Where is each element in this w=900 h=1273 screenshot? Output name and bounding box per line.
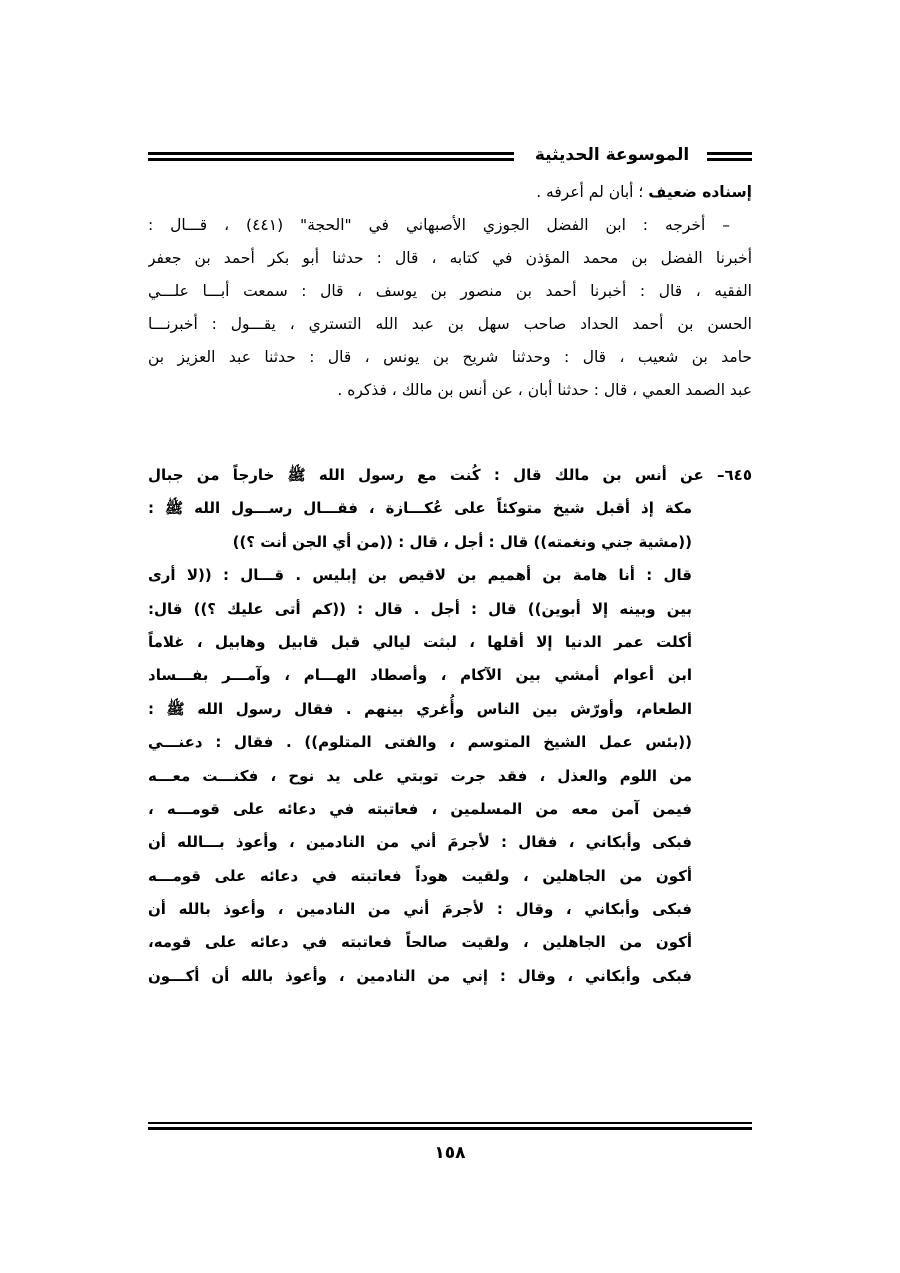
hadith-line: فيمن آمن معه من المسلمين ، فعاتبته في دعائه على قومـــه ، — [148, 799, 692, 818]
header-rule-left-top — [148, 152, 514, 155]
hadith-block — [148, 459, 752, 993]
text-line: – أخرجه : ابن الفضل الجوزي الأصبهاني في "الحجة" (٤٤١) ، قـــال : — [148, 216, 730, 234]
hadith-line: قال : أنا هامة بن أهميم بن لاقيص بن إبليس . قـــال : ((لا أرى — [148, 566, 692, 585]
hadith-line: ابن أعوام أمشي بين الآكام ، وأصطاد الهـــام ، وآمـــر بفـــساد — [148, 666, 692, 685]
source-paragraph — [148, 176, 752, 407]
text-line: الحسن بن أحمد الحداد صاحب سهل بن عبد الله التستري ، يقـــول : أخبرنـــا — [148, 315, 752, 333]
header-title: الموسوعة الحديثية — [534, 145, 690, 165]
text-line: عبد الصمد العمي ، قال : حدثنا أبان ، عن أنس بن مالك ، فذكره . — [337, 381, 752, 399]
hadith-line: ((بئس عمل الشيخ المتوسم ، والفتى المتلوم)) . فقال : دعنـــي — [148, 733, 692, 752]
hadith-line: ٦٤٥– عن أنس بن مالك قال : كُنت مع رسول الله ﷺ خارجاً من جبال — [148, 466, 752, 484]
hadith-line: فبكى وأبكاني ، فقال : لأجرمَ أني من النادمين ، وأعوذ بـــالله أن — [148, 833, 692, 852]
text-line: الفقيه ، قال : أخبرنا أحمد بن منصور بن يوسف ، قال : سمعت أبـــا علـــي — [148, 282, 752, 300]
text-line: أخبرنا الفضل بن محمد المؤذن في كتابه ، قال : حدثنا أبو بكر أحمد بن جعفر — [148, 249, 752, 267]
footer-rules — [148, 1122, 752, 1134]
text-line: حامد بن شعيب ، قال : وحدثنا شريح بن يونس ، قال : حدثنا عبد العزيز بن — [148, 348, 752, 366]
hadith-line: أكلت عمر الدنيا إلا أقلها ، لبثت ليالي قبل قابيل وهابيل ، غلاماً — [148, 632, 692, 651]
hadith-line: أكون من الجاهلين ، ولقيت صالحاً فعاتبته في دعائه على قومه، — [148, 933, 692, 952]
page-number: ١٥٨ — [434, 1143, 466, 1163]
header-rule-right-bottom — [707, 158, 752, 161]
hadith-line: ((مشية جني ونغمته)) قال : أجل ، قال : ((من أي الجن أنت ؟)) — [232, 532, 692, 551]
header-rule-right-top — [707, 152, 752, 155]
hadith-line: فبكى وأبكاني ، وقال : إني من النادمين ، وأعوذ بالله أن أكـــون — [148, 966, 692, 985]
footer-rule-thin — [148, 1122, 752, 1124]
hadith-line: الطعام، وأورّش بين الناس وأُغري بينهم . فقال رسول الله ﷺ : — [148, 699, 692, 718]
hadith-line: مكة إذ أقبل شيخ متوكئاً على عُكـــازة ، فقـــال رســـول الله ﷺ : — [148, 499, 692, 518]
running-header — [148, 143, 752, 173]
header-rule-left-bottom — [148, 158, 514, 161]
hadith-line: أكون من الجاهلين ، ولقيت هوداً فعاتبته في دعائه على قومـــه — [148, 866, 692, 885]
hadith-line: فبكى وأبكاني ، وقال : لأجرمَ أني من النادمين ، وأعوذ بالله أن — [148, 900, 692, 919]
hadith-line: بين وبينه إلا أبوين)) قال : أجل . قال : ((كم أتى عليك ؟)) قال: — [148, 599, 692, 618]
hadith-line: من اللوم والعذل ، فقد جرت توبتي على يد نوح ، فكنـــت معـــه — [148, 766, 692, 785]
footer-rule-thick — [148, 1127, 752, 1130]
text-span: ؛ أبان لم أعرفه . — [536, 183, 649, 201]
text-line — [148, 176, 752, 209]
grading-label: إسناده ضعيف — [648, 183, 752, 201]
